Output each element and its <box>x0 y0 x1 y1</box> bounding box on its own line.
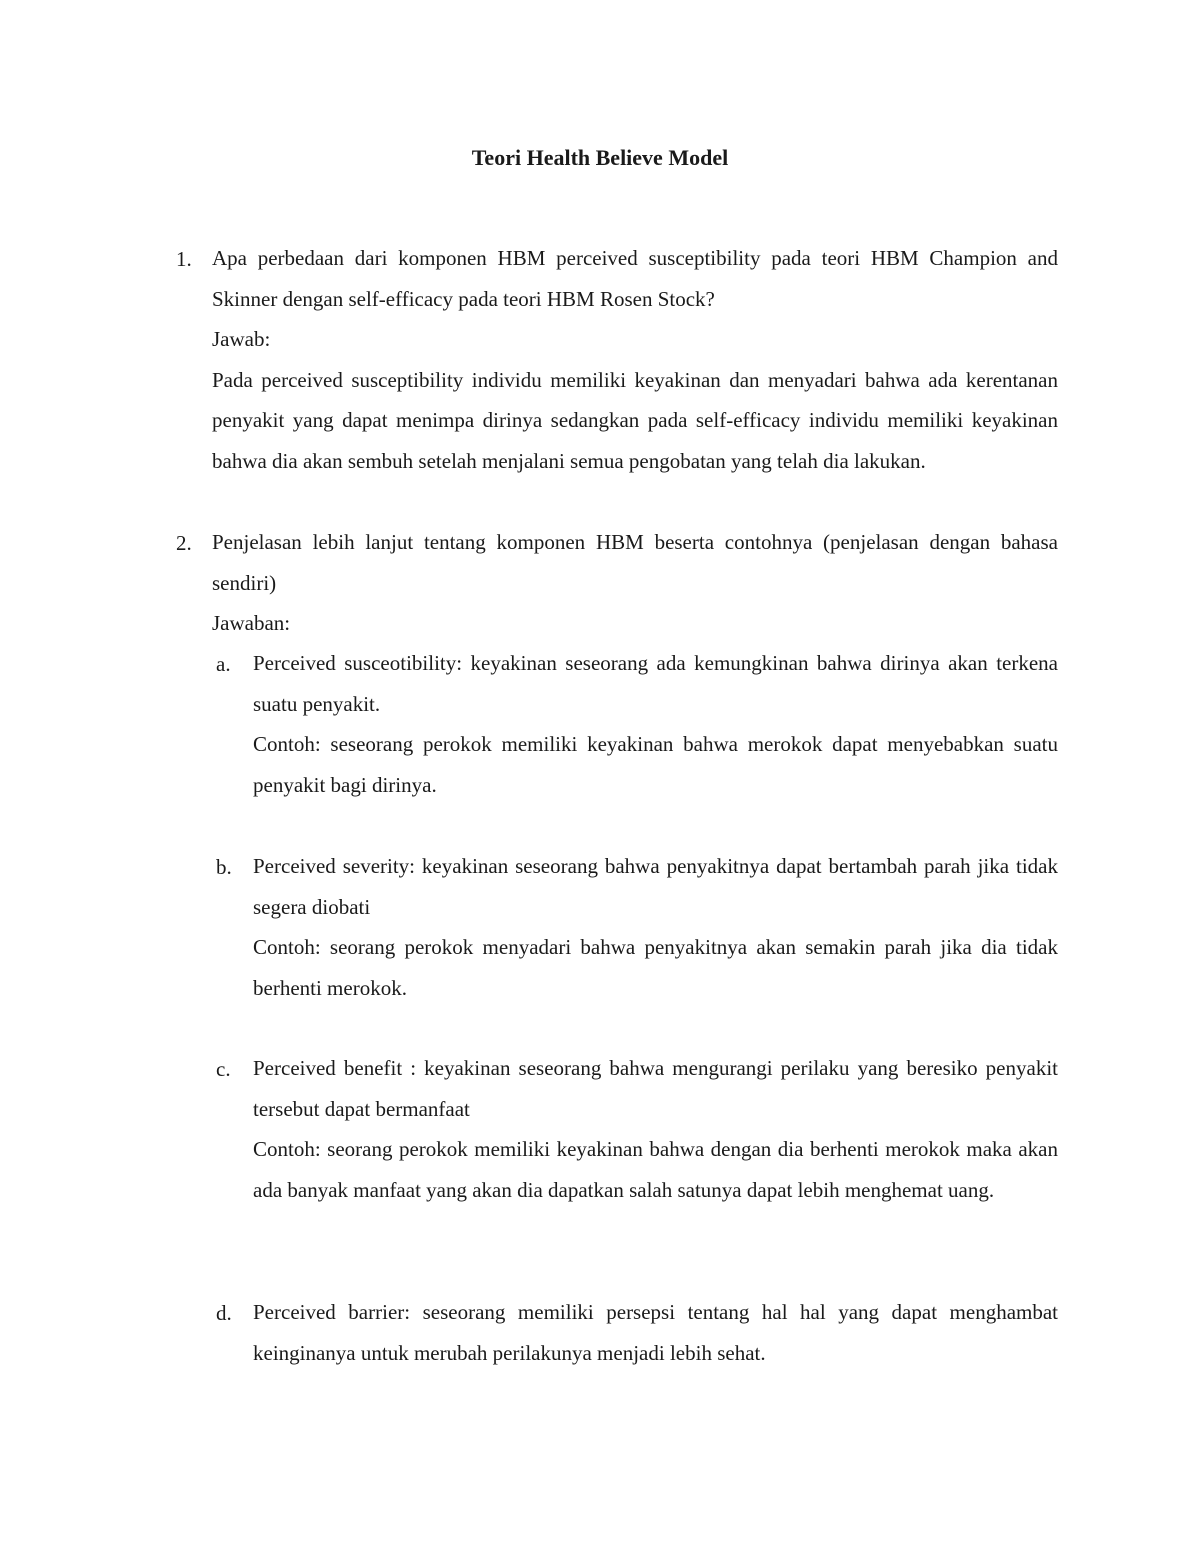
question-2-block <box>212 522 1058 644</box>
item-definition: Perceived barrier: seseorang memiliki persepsi tentang hal hal yang dapat menghambat keinginanya untuk merubah perilakunya menjadi lebih sehat. <box>253 1300 1058 1365</box>
answer-label: Jawab: <box>212 327 271 351</box>
question-number: 1. <box>176 247 192 271</box>
list-item <box>253 643 1058 805</box>
answer-label: Jawaban: <box>212 611 291 635</box>
question-text: Penjelasan lebih lanjut tentang komponen HBM beserta contohnya (penjelasan dengan bahasa sendiri) <box>212 530 1058 595</box>
item-example: Contoh: seorang perokok menyadari bahwa penyakitnya akan semakin parah jika dia tidak berhenti merokok. <box>253 935 1058 1000</box>
item-example: Contoh: seseorang perokok memiliki keyakinan bahwa merokok dapat menyebabkan suatu penyakit bagi dirinya. <box>253 732 1058 797</box>
item-definition: Perceived severity: keyakinan seseorang bahwa penyakitnya dapat bertambah parah jika tidak segera diobati <box>253 854 1058 919</box>
document-title: Teori Health Believe Model <box>471 145 729 170</box>
item-letter: a. <box>216 652 231 676</box>
item-definition: Perceived susceotibility: keyakinan seseorang ada kemungkinan bahwa dirinya akan terkena suatu penyakit. <box>253 651 1058 716</box>
item-example: Contoh: seorang perokok memiliki keyakinan bahwa dengan dia berhenti merokok maka akan ada banyak manfaat yang akan dia dapatkan salah satunya dapat lebih menghemat uang. <box>253 1137 1058 1202</box>
item-letter: b. <box>216 855 232 879</box>
list-item <box>253 1292 1058 1373</box>
item-letter: c. <box>216 1057 231 1081</box>
answer-text: Pada perceived susceptibility individu memiliki keyakinan dan menyadari bahwa ada kerentanan penyakit yang dapat menimpa dirinya sedangkan pada self-efficacy individu memiliki keyakinan bahwa dia akan sembuh setelah menjalani semua pengobatan yang telah dia lakukan. <box>212 367 1058 473</box>
item-definition: Perceived benefit : keyakinan seseorang bahwa mengurangi perilaku yang beresiko penyakit tersebut dapat bermanfaat <box>253 1056 1058 1121</box>
item-letter: d. <box>216 1301 232 1325</box>
list-item <box>253 846 1058 1008</box>
list-item <box>253 1048 1058 1210</box>
question-text: Apa perbedaan dari komponen HBM perceived susceptibility pada teori HBM Champion and Skinner dengan self-efficacy pada teori HBM Rosen Stock? <box>212 246 1058 311</box>
question-1-block <box>212 238 1058 481</box>
question-number: 2. <box>176 531 192 555</box>
